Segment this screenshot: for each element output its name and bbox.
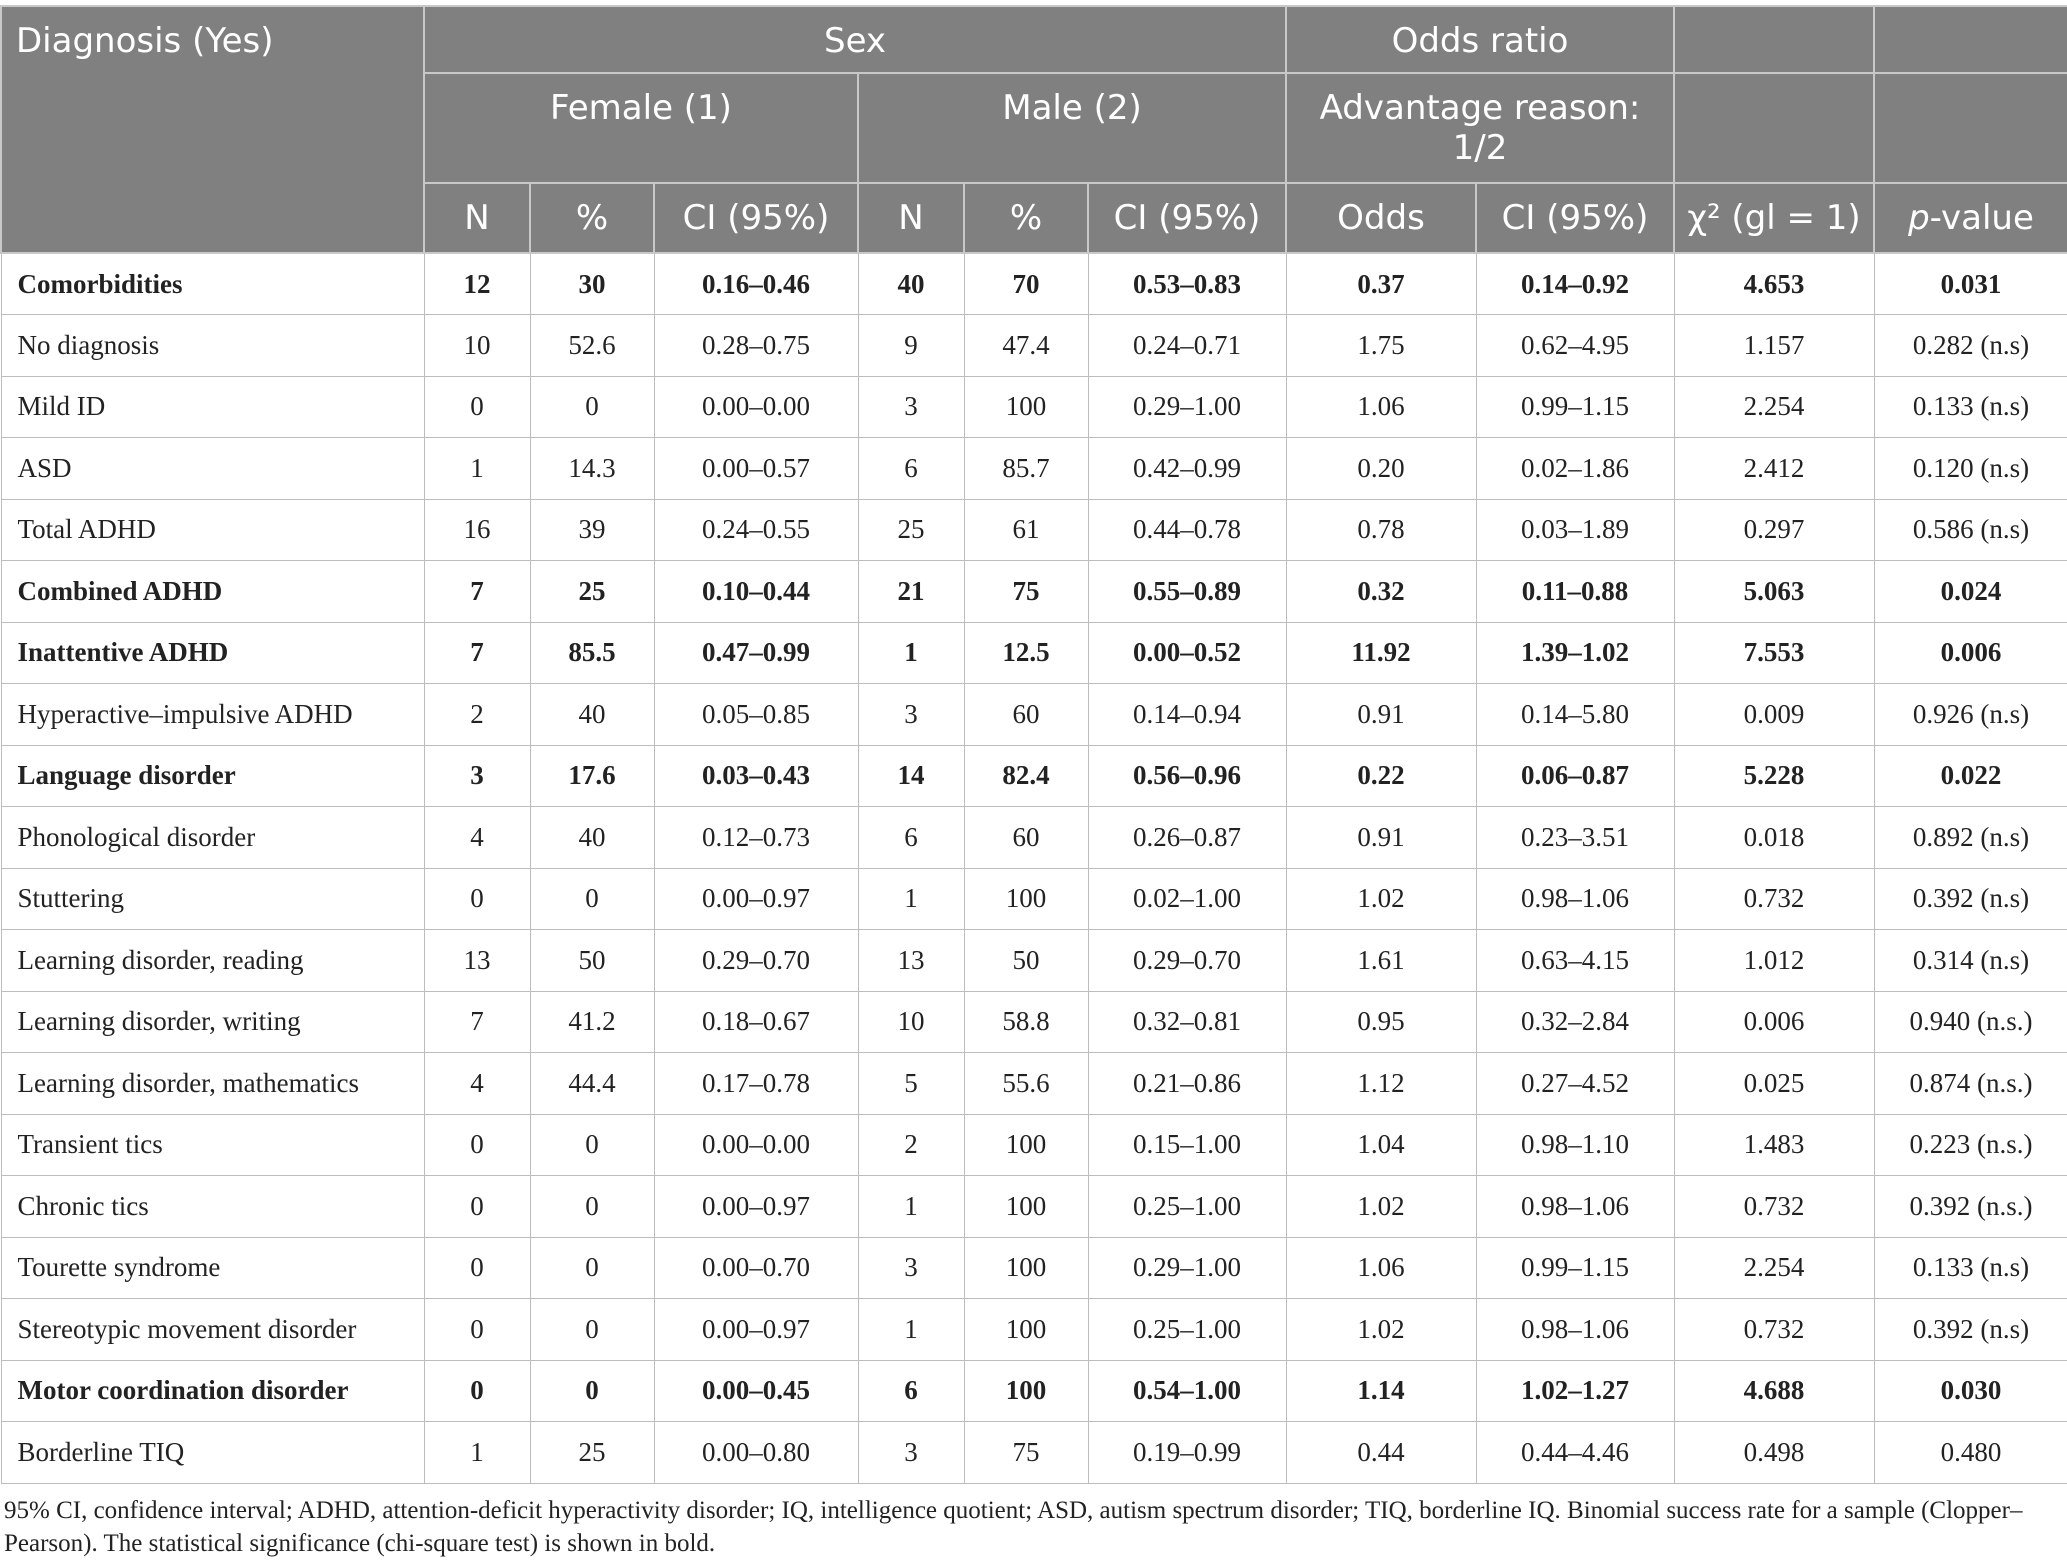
- cell-female-pct: 52.6: [530, 315, 654, 377]
- cell-male-ci: 0.26–0.87: [1088, 807, 1286, 869]
- table-footnote: 95% CI, confidence interval; ADHD, attention-deficit hyperactivity disorder; IQ, intelligence quotient; ASD, autism spectrum disorder; TIQ, borderline IQ. Binomial success rate for a sample (Clopper–Pearson). The statistical significance (chi-square test) is shown in bold.: [4, 1496, 2023, 1557]
- cell-female-ci: 0.10–0.44: [654, 561, 858, 623]
- cell-male-pct: 100: [964, 1114, 1088, 1176]
- table-row: [1, 622, 2067, 684]
- cell-female-ci: 0.00–0.45: [654, 1360, 858, 1422]
- cell-female-n: 0: [424, 868, 530, 930]
- cell-diagnosis: ASD: [1, 438, 424, 500]
- header-empty-p: [1874, 6, 2067, 73]
- cell-diagnosis: Tourette syndrome: [1, 1237, 424, 1299]
- cell-odds: 0.44: [1286, 1422, 1476, 1484]
- cell-p-value: 0.392 (n.s): [1874, 868, 2067, 930]
- cell-male-pct: 85.7: [964, 438, 1088, 500]
- cell-male-ci: 0.24–0.71: [1088, 315, 1286, 377]
- cell-female-pct: 41.2: [530, 991, 654, 1053]
- cell-chi-square: 1.012: [1674, 930, 1874, 992]
- cell-female-ci: 0.18–0.67: [654, 991, 858, 1053]
- cell-odds: 1.61: [1286, 930, 1476, 992]
- cell-diagnosis: Combined ADHD: [1, 561, 424, 623]
- cell-male-ci: 0.32–0.81: [1088, 991, 1286, 1053]
- cell-female-n: 7: [424, 622, 530, 684]
- cell-odds: 0.91: [1286, 807, 1476, 869]
- cell-p-value: 0.314 (n.s): [1874, 930, 2067, 992]
- cell-female-n: 0: [424, 1176, 530, 1238]
- cell-female-n: 0: [424, 1360, 530, 1422]
- cell-female-n: 0: [424, 1114, 530, 1176]
- cell-male-pct: 100: [964, 1176, 1088, 1238]
- cell-male-n: 9: [858, 315, 964, 377]
- cell-odds: 1.75: [1286, 315, 1476, 377]
- cell-male-ci: 0.02–1.00: [1088, 868, 1286, 930]
- cell-odds-ci: 0.32–2.84: [1476, 991, 1674, 1053]
- header-female-ci: CI (95%): [654, 183, 858, 253]
- cell-p-value: 0.133 (n.s): [1874, 376, 2067, 438]
- cell-female-ci: 0.00–0.70: [654, 1237, 858, 1299]
- cell-diagnosis: Phonological disorder: [1, 807, 424, 869]
- cell-odds: 0.22: [1286, 745, 1476, 807]
- cell-chi-square: 0.498: [1674, 1422, 1874, 1484]
- cell-female-n: 16: [424, 499, 530, 561]
- cell-odds-ci: 0.98–1.06: [1476, 1299, 1674, 1361]
- table-header: [1, 6, 2067, 253]
- cell-odds-ci: 0.98–1.06: [1476, 868, 1674, 930]
- cell-male-n: 2: [858, 1114, 964, 1176]
- cell-p-value: 0.586 (n.s): [1874, 499, 2067, 561]
- header-odds-ci: CI (95%): [1476, 183, 1674, 253]
- cell-male-ci: 0.00–0.52: [1088, 622, 1286, 684]
- cell-diagnosis: Learning disorder, writing: [1, 991, 424, 1053]
- table-row: [1, 1114, 2067, 1176]
- cell-chi-square: 4.688: [1674, 1360, 1874, 1422]
- cell-male-ci: 0.21–0.86: [1088, 1053, 1286, 1115]
- cell-female-n: 7: [424, 561, 530, 623]
- cell-chi-square: 7.553: [1674, 622, 1874, 684]
- cell-female-pct: 0: [530, 1237, 654, 1299]
- cell-male-pct: 100: [964, 868, 1088, 930]
- cell-male-n: 1: [858, 622, 964, 684]
- cell-chi-square: 5.063: [1674, 561, 1874, 623]
- cell-female-pct: 40: [530, 684, 654, 746]
- cell-diagnosis: Transient tics: [1, 1114, 424, 1176]
- cell-female-n: 13: [424, 930, 530, 992]
- header-chi-square: [1674, 183, 1874, 253]
- cell-male-n: 3: [858, 684, 964, 746]
- cell-odds: 11.92: [1286, 622, 1476, 684]
- cell-female-pct: 0: [530, 868, 654, 930]
- cell-female-ci: 0.12–0.73: [654, 807, 858, 869]
- table-row: [1, 930, 2067, 992]
- cell-odds: 0.91: [1286, 684, 1476, 746]
- cell-male-ci: 0.54–1.00: [1088, 1360, 1286, 1422]
- cell-male-n: 3: [858, 1237, 964, 1299]
- cell-odds-ci: 1.02–1.27: [1476, 1360, 1674, 1422]
- cell-odds-ci: 1.39–1.02: [1476, 622, 1674, 684]
- cell-odds-ci: 0.06–0.87: [1476, 745, 1674, 807]
- cell-male-ci: 0.55–0.89: [1088, 561, 1286, 623]
- cell-male-pct: 100: [964, 1237, 1088, 1299]
- cell-male-ci: 0.53–0.83: [1088, 253, 1286, 315]
- cell-diagnosis: Learning disorder, mathematics: [1, 1053, 424, 1115]
- cell-female-pct: 0: [530, 1299, 654, 1361]
- header-empty-chi-2: [1674, 73, 1874, 183]
- cell-male-n: 25: [858, 499, 964, 561]
- cell-male-pct: 60: [964, 807, 1088, 869]
- header-advantage: Advantage reason: 1/2: [1286, 73, 1674, 183]
- cell-p-value: 0.480: [1874, 1422, 2067, 1484]
- cell-odds-ci: 0.14–0.92: [1476, 253, 1674, 315]
- cell-odds-ci: 0.14–5.80: [1476, 684, 1674, 746]
- cell-male-ci: 0.15–1.00: [1088, 1114, 1286, 1176]
- cell-female-n: 2: [424, 684, 530, 746]
- cell-female-ci: 0.05–0.85: [654, 684, 858, 746]
- cell-odds-ci: 0.44–4.46: [1476, 1422, 1674, 1484]
- cell-p-value: 0.120 (n.s): [1874, 438, 2067, 500]
- cell-female-ci: 0.24–0.55: [654, 499, 858, 561]
- cell-female-ci: 0.17–0.78: [654, 1053, 858, 1115]
- cell-female-ci: 0.00–0.97: [654, 1299, 858, 1361]
- cell-diagnosis: Motor coordination disorder: [1, 1360, 424, 1422]
- cell-male-n: 5: [858, 1053, 964, 1115]
- cell-female-pct: 39: [530, 499, 654, 561]
- cell-p-value: 0.926 (n.s): [1874, 684, 2067, 746]
- header-female-n: N: [424, 183, 530, 253]
- cell-p-value: 0.223 (n.s.): [1874, 1114, 2067, 1176]
- cell-odds: 0.37: [1286, 253, 1476, 315]
- table-row: [1, 1176, 2067, 1238]
- cell-female-pct: 85.5: [530, 622, 654, 684]
- cell-chi-square: 0.732: [1674, 1299, 1874, 1361]
- cell-male-ci: 0.29–1.00: [1088, 376, 1286, 438]
- cell-odds-ci: 0.63–4.15: [1476, 930, 1674, 992]
- cell-male-n: 14: [858, 745, 964, 807]
- cell-male-pct: 55.6: [964, 1053, 1088, 1115]
- cell-female-pct: 30: [530, 253, 654, 315]
- cell-male-n: 6: [858, 807, 964, 869]
- cell-female-ci: 0.29–0.70: [654, 930, 858, 992]
- cell-male-ci: 0.44–0.78: [1088, 499, 1286, 561]
- cell-odds: 1.06: [1286, 1237, 1476, 1299]
- cell-chi-square: 2.412: [1674, 438, 1874, 500]
- cell-female-pct: 0: [530, 1360, 654, 1422]
- cell-odds-ci: 0.03–1.89: [1476, 499, 1674, 561]
- cell-male-n: 21: [858, 561, 964, 623]
- cell-chi-square: 0.732: [1674, 868, 1874, 930]
- cell-male-pct: 58.8: [964, 991, 1088, 1053]
- cell-chi-square: 0.006: [1674, 991, 1874, 1053]
- chi-square-label: χ² (gl = 1): [1687, 198, 1861, 238]
- header-empty-p-2: [1874, 73, 2067, 183]
- cell-male-ci: 0.25–1.00: [1088, 1299, 1286, 1361]
- cell-odds-ci: 0.02–1.86: [1476, 438, 1674, 500]
- cell-male-pct: 75: [964, 561, 1088, 623]
- cell-chi-square: 1.157: [1674, 315, 1874, 377]
- cell-female-pct: 50: [530, 930, 654, 992]
- cell-female-n: 4: [424, 1053, 530, 1115]
- cell-p-value: 0.030: [1874, 1360, 2067, 1422]
- table-row: [1, 1422, 2067, 1484]
- cell-female-ci: 0.00–0.00: [654, 1114, 858, 1176]
- cell-female-ci: 0.00–0.97: [654, 868, 858, 930]
- cell-diagnosis: Chronic tics: [1, 1176, 424, 1238]
- cell-female-n: 4: [424, 807, 530, 869]
- cell-male-ci: 0.42–0.99: [1088, 438, 1286, 500]
- cell-chi-square: 0.025: [1674, 1053, 1874, 1115]
- table-row: [1, 1360, 2067, 1422]
- cell-diagnosis: Stereotypic movement disorder: [1, 1299, 424, 1361]
- cell-male-n: 1: [858, 1176, 964, 1238]
- header-empty-chi: [1674, 6, 1874, 73]
- cell-odds-ci: 0.98–1.10: [1476, 1114, 1674, 1176]
- cell-female-n: 10: [424, 315, 530, 377]
- cell-diagnosis: Stuttering: [1, 868, 424, 930]
- cell-female-ci: 0.03–0.43: [654, 745, 858, 807]
- cell-chi-square: 5.228: [1674, 745, 1874, 807]
- cell-female-ci: 0.00–0.80: [654, 1422, 858, 1484]
- cell-male-ci: 0.56–0.96: [1088, 745, 1286, 807]
- cell-odds-ci: 0.62–4.95: [1476, 315, 1674, 377]
- cell-p-value: 0.031: [1874, 253, 2067, 315]
- cell-odds-ci: 0.98–1.06: [1476, 1176, 1674, 1238]
- cell-odds-ci: 0.99–1.15: [1476, 1237, 1674, 1299]
- cell-chi-square: 2.254: [1674, 376, 1874, 438]
- cell-p-value: 0.392 (n.s.): [1874, 1176, 2067, 1238]
- cell-chi-square: 2.254: [1674, 1237, 1874, 1299]
- cell-male-ci: 0.29–0.70: [1088, 930, 1286, 992]
- cell-female-n: 1: [424, 438, 530, 500]
- cell-diagnosis: Borderline TIQ: [1, 1422, 424, 1484]
- cell-male-pct: 100: [964, 1360, 1088, 1422]
- header-male: Male (2): [858, 73, 1286, 183]
- cell-male-pct: 70: [964, 253, 1088, 315]
- cell-diagnosis: Inattentive ADHD: [1, 622, 424, 684]
- table-row: [1, 745, 2067, 807]
- cell-female-n: 0: [424, 376, 530, 438]
- cell-odds-ci: 0.11–0.88: [1476, 561, 1674, 623]
- cell-male-n: 3: [858, 1422, 964, 1484]
- cell-female-n: 1: [424, 1422, 530, 1484]
- cell-odds: 0.95: [1286, 991, 1476, 1053]
- cell-female-ci: 0.00–0.00: [654, 376, 858, 438]
- table-row: [1, 561, 2067, 623]
- cell-female-pct: 17.6: [530, 745, 654, 807]
- cell-male-pct: 75: [964, 1422, 1088, 1484]
- cell-diagnosis: Mild ID: [1, 376, 424, 438]
- cell-female-pct: 0: [530, 1114, 654, 1176]
- cell-male-ci: 0.14–0.94: [1088, 684, 1286, 746]
- cell-chi-square: 0.732: [1674, 1176, 1874, 1238]
- table-row: [1, 499, 2067, 561]
- table-row: [1, 253, 2067, 315]
- cell-odds: 1.02: [1286, 1176, 1476, 1238]
- cell-male-n: 6: [858, 438, 964, 500]
- cell-female-n: 0: [424, 1237, 530, 1299]
- cell-male-pct: 12.5: [964, 622, 1088, 684]
- cell-female-n: 12: [424, 253, 530, 315]
- cell-diagnosis: Comorbidities: [1, 253, 424, 315]
- table-row: [1, 376, 2067, 438]
- table-row: [1, 684, 2067, 746]
- cell-female-pct: 14.3: [530, 438, 654, 500]
- cell-odds: 1.02: [1286, 868, 1476, 930]
- table-row: [1, 1237, 2067, 1299]
- cell-p-value: 0.892 (n.s): [1874, 807, 2067, 869]
- table-row: [1, 315, 2067, 377]
- cell-chi-square: 4.653: [1674, 253, 1874, 315]
- cell-male-n: 10: [858, 991, 964, 1053]
- cell-chi-square: 0.009: [1674, 684, 1874, 746]
- cell-male-n: 13: [858, 930, 964, 992]
- cell-male-ci: 0.19–0.99: [1088, 1422, 1286, 1484]
- cell-male-n: 3: [858, 376, 964, 438]
- cell-diagnosis: No diagnosis: [1, 315, 424, 377]
- cell-female-ci: 0.00–0.97: [654, 1176, 858, 1238]
- cell-female-pct: 44.4: [530, 1053, 654, 1115]
- cell-p-value: 0.006: [1874, 622, 2067, 684]
- cell-odds: 1.12: [1286, 1053, 1476, 1115]
- cell-male-ci: 0.25–1.00: [1088, 1176, 1286, 1238]
- cell-p-value: 0.392 (n.s): [1874, 1299, 2067, 1361]
- cell-p-value: 0.940 (n.s.): [1874, 991, 2067, 1053]
- cell-odds: 0.32: [1286, 561, 1476, 623]
- cell-male-pct: 100: [964, 1299, 1088, 1361]
- cell-female-ci: 0.00–0.57: [654, 438, 858, 500]
- cell-female-n: 7: [424, 991, 530, 1053]
- cell-odds-ci: 0.23–3.51: [1476, 807, 1674, 869]
- cell-odds-ci: 0.27–4.52: [1476, 1053, 1674, 1115]
- cell-odds: 0.20: [1286, 438, 1476, 500]
- table-container: [0, 5, 2067, 1560]
- header-odds: Odds: [1286, 183, 1476, 253]
- cell-female-pct: 0: [530, 1176, 654, 1238]
- cell-female-pct: 25: [530, 1422, 654, 1484]
- cell-male-pct: 100: [964, 376, 1088, 438]
- cell-odds: 1.14: [1286, 1360, 1476, 1422]
- cell-male-pct: 61: [964, 499, 1088, 561]
- cell-male-n: 1: [858, 868, 964, 930]
- table-row: [1, 868, 2067, 930]
- cell-male-n: 6: [858, 1360, 964, 1422]
- table-row: [1, 438, 2067, 500]
- header-p-value: p-value: [1874, 183, 2067, 253]
- header-diagnosis: Diagnosis (Yes): [1, 6, 424, 253]
- cell-odds: 1.02: [1286, 1299, 1476, 1361]
- header-female: Female (1): [424, 73, 858, 183]
- table-body: [1, 253, 2067, 1483]
- cell-p-value: 0.282 (n.s): [1874, 315, 2067, 377]
- cell-chi-square: 0.018: [1674, 807, 1874, 869]
- cell-p-value: 0.874 (n.s.): [1874, 1053, 2067, 1115]
- cell-female-n: 0: [424, 1299, 530, 1361]
- cell-female-pct: 0: [530, 376, 654, 438]
- table-row: [1, 807, 2067, 869]
- cell-diagnosis: Hyperactive–impulsive ADHD: [1, 684, 424, 746]
- cell-female-ci: 0.28–0.75: [654, 315, 858, 377]
- cell-male-n: 40: [858, 253, 964, 315]
- cell-odds: 1.04: [1286, 1114, 1476, 1176]
- header-male-ci: CI (95%): [1088, 183, 1286, 253]
- cell-p-value: 0.022: [1874, 745, 2067, 807]
- diagnosis-table: [0, 5, 2067, 1484]
- cell-male-pct: 47.4: [964, 315, 1088, 377]
- cell-male-pct: 82.4: [964, 745, 1088, 807]
- cell-p-value: 0.133 (n.s): [1874, 1237, 2067, 1299]
- header-male-pct: %: [964, 183, 1088, 253]
- cell-diagnosis: Total ADHD: [1, 499, 424, 561]
- cell-female-ci: 0.47–0.99: [654, 622, 858, 684]
- cell-male-pct: 50: [964, 930, 1088, 992]
- cell-p-value: 0.024: [1874, 561, 2067, 623]
- cell-diagnosis: Learning disorder, reading: [1, 930, 424, 992]
- cell-chi-square: 1.483: [1674, 1114, 1874, 1176]
- cell-odds-ci: 0.99–1.15: [1476, 376, 1674, 438]
- table-row: [1, 1053, 2067, 1115]
- cell-female-pct: 40: [530, 807, 654, 869]
- cell-odds: 1.06: [1286, 376, 1476, 438]
- cell-male-pct: 60: [964, 684, 1088, 746]
- cell-male-ci: 0.29–1.00: [1088, 1237, 1286, 1299]
- table-row: [1, 991, 2067, 1053]
- cell-female-ci: 0.16–0.46: [654, 253, 858, 315]
- cell-male-n: 1: [858, 1299, 964, 1361]
- table-row: [1, 1299, 2067, 1361]
- cell-female-pct: 25: [530, 561, 654, 623]
- cell-odds: 0.78: [1286, 499, 1476, 561]
- header-odds-ratio: Odds ratio: [1286, 6, 1674, 73]
- header-sex: Sex: [424, 6, 1286, 73]
- header-male-n: N: [858, 183, 964, 253]
- header-female-pct: %: [530, 183, 654, 253]
- cell-female-n: 3: [424, 745, 530, 807]
- cell-diagnosis: Language disorder: [1, 745, 424, 807]
- cell-chi-square: 0.297: [1674, 499, 1874, 561]
